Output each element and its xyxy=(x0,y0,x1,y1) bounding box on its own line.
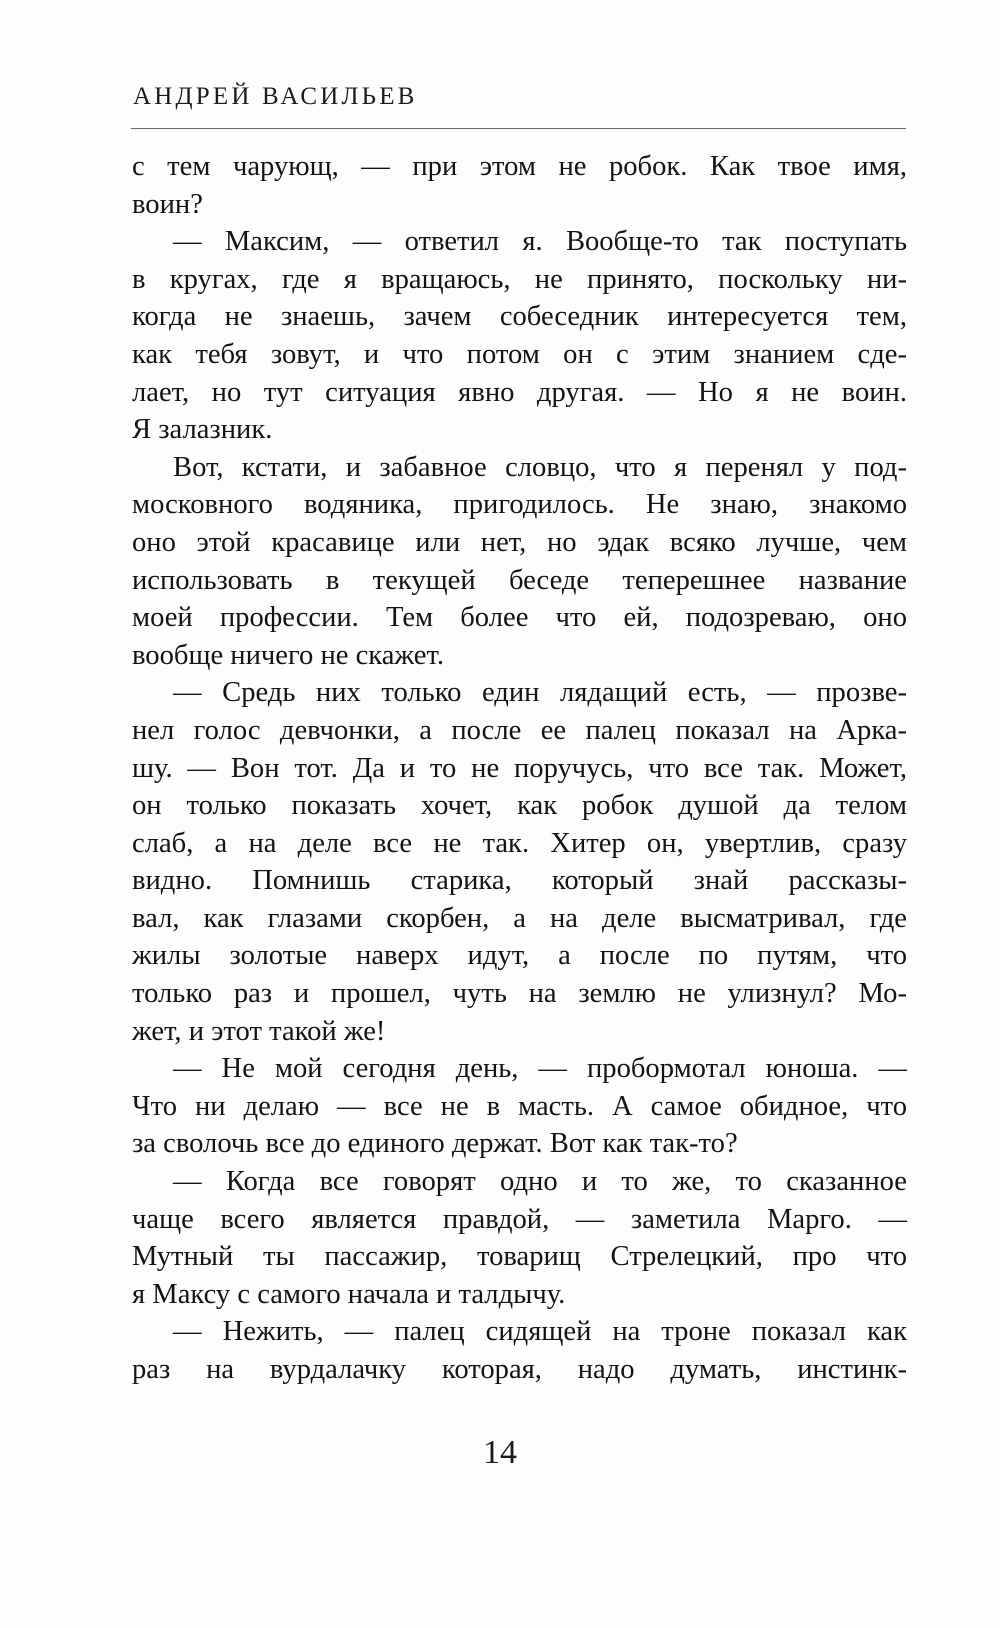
text-line: с тем чарующ, — при этом не робок. Как твое имя, xyxy=(132,151,907,182)
text-line: когда не знаешь, зачем собеседник интересуется тем, xyxy=(132,301,907,333)
text-line: Вот, кстати, и забавное словцо, что я перенял у под- xyxy=(173,451,907,483)
text-line: нел голос девчонки, а после ее палец показал на Арка- xyxy=(132,714,907,746)
text-line: Мутный ты пассажир, товарищ Стрелецкий, про что xyxy=(132,1241,907,1273)
body-text xyxy=(132,148,907,1389)
text-line: оно этой красавице или нет, но эдак всяко лучше, чем xyxy=(132,526,907,558)
text-line: в кругах, где я вращаюсь, не принято, поскольку ни- xyxy=(132,263,907,295)
text-line: воин? xyxy=(132,188,203,220)
running-head-author: АНДРЕЙ ВАСИЛЬЕВ xyxy=(133,83,418,110)
text-line: жилы золотые наверх идут, а после по путям, что xyxy=(132,940,907,972)
page-number: 14 xyxy=(483,1434,517,1471)
text-line: — Максим, — ответил я. Вообще-то так поступать xyxy=(173,226,907,258)
text-line: чаще всего является правдой, — заметила Марго. — xyxy=(132,1203,907,1235)
text-line: жет, и этот такой же! xyxy=(132,1015,386,1047)
text-line: Я залазник. xyxy=(132,414,273,446)
text-line: — Средь них только един лядащий есть, — прозве- xyxy=(173,677,907,709)
text-line: он только показать хочет, как робок душой да телом xyxy=(132,790,907,822)
text-line: — Не мой сегодня день, — пробормотал юноша. — xyxy=(173,1053,907,1085)
text-line: за сволочь все до единого держат. Вот как так-то? xyxy=(132,1128,738,1160)
header-rule xyxy=(131,128,906,129)
text-line: вообще ничего не скажет. xyxy=(132,639,444,671)
text-line: использовать в текущей беседе теперешнее название xyxy=(132,564,907,596)
text-line: лает, но тут ситуация явно другая. — Но я не воин. xyxy=(132,376,907,408)
text-line: — Нежить, — палец сидящей на троне показал как xyxy=(173,1316,907,1348)
text-line: как тебя зовут, и что потом он с этим знанием сде- xyxy=(132,338,907,370)
text-line: — Когда все говорят одно и то же, то сказанное xyxy=(173,1166,907,1198)
text-line: я Максу с самого начала и талдычу. xyxy=(132,1278,566,1310)
text-line: видно. Помнишь старика, который знай рассказы- xyxy=(132,865,907,897)
text-line: раз на вурдалачку которая, надо думать, инстинк- xyxy=(132,1354,907,1385)
text-line: московного водяника, пригодилось. Не знаю, знакомо xyxy=(132,489,907,521)
text-line: шу. — Вон тот. Да и то не поручусь, что все так. Может, xyxy=(132,752,907,784)
text-line: только раз и прошел, чуть на землю не улизнул? Мо- xyxy=(132,978,907,1010)
text-line: вал, как глазами скорбен, а на деле высматривал, где xyxy=(132,902,907,934)
text-line: моей профессии. Тем более что ей, подозреваю, оно xyxy=(132,602,907,634)
text-line: Что ни делаю — все не в масть. А самое обидное, что xyxy=(132,1090,907,1122)
text-line: слаб, а на деле все не так. Хитер он, увертлив, сразу xyxy=(132,827,907,859)
